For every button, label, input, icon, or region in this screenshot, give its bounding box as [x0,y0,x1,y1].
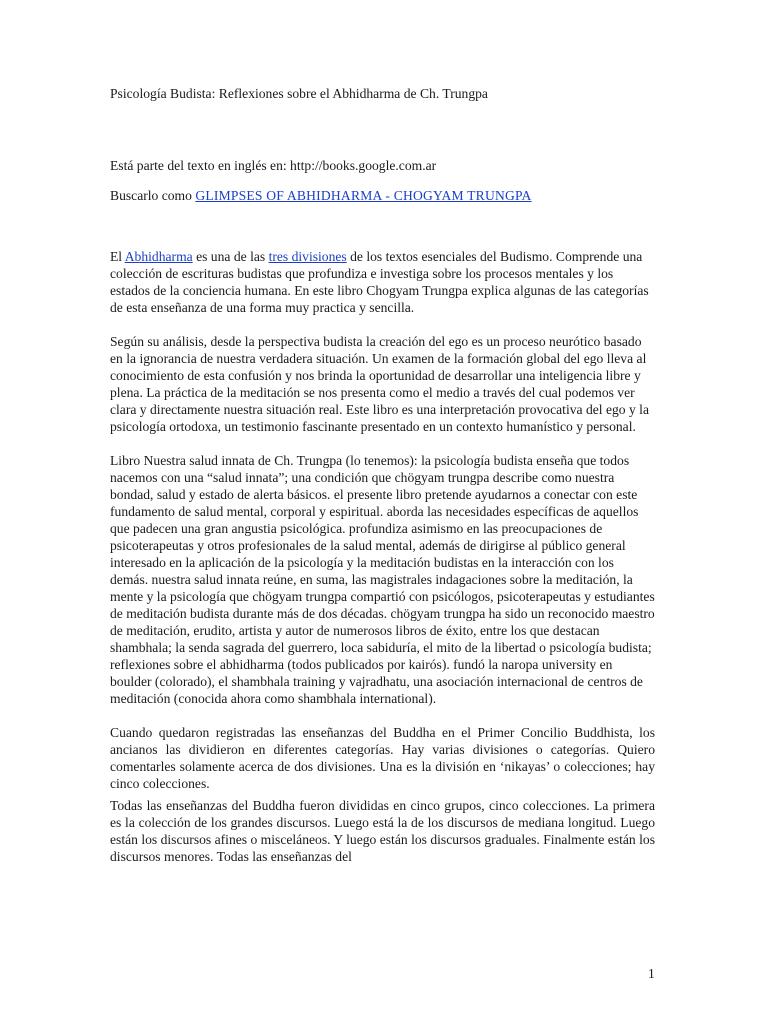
p1-pre: El [110,249,125,264]
document-page [110,80,655,865]
paragraph-ego-analysis: Según su análisis, desde la perspectiva budista la creación del ego es un proceso neurótico basado en la ignorancia de nuestra verdadera situación. Un examen de la formación global del ego lleva al conocimiento de esta confusión y nos brinda la oportunidad de desarrollar una inteligencia libre y plena. La práctica de la meditación se nos presenta como el medio a través del cual podemos ver clara y directamente nuestra situación real. Este libro es una interpretación provocativa del ego y la psicología ortodoxa, un testimonio fascinante presentado en un contexto humanístico y personal. [110,334,649,434]
p1-post: de los textos esenciales del Budismo. Comprende una colección de escrituras budistas que profundiza e investiga sobre los procesos mentales y los estados de la conciencia humana. En este libro Chogyam Trungpa explica algunas de las categorías de esta enseñanza de una forma muy practica y sencilla. [110,249,649,315]
tres-divisiones-link[interactable]: tres divisiones [268,249,347,264]
source-line: Está parte del texto en inglés en: http://books.google.com.ar [110,158,437,173]
paragraph-cinco-colecciones: Todas las enseñanzas del Buddha fueron divididas en cinco grupos, cinco colecciones. La primera es la colección de los grandes discursos. Luego está la de los discursos de mediana longitud. Luego están los discursos afines o misceláneos. Y luego están los discursos graduales. Finalmente están los discursos menores. Todas las enseñanzas del [110,798,655,864]
paragraph-concilio: Cuando quedaron registradas las enseñanzas del Buddha en el Primer Concilio Buddhista, los ancianos las dividieron en diferentes categorías. Hay varias divisiones o categorías. Quiero comentarles solamente acerca de dos divisiones. Una es la división en ‘nikayas’ o colecciones; hay cinco colecciones. [110,725,655,791]
search-line [110,187,655,204]
paragraph-salud-innata: Libro Nuestra salud innata de Ch. Trungpa (lo tenemos): la psicología budista enseña que todos nacemos con una “salud innata”; una condición que chögyam trungpa describe como nuestra bondad, salud y estado de alerta básicos. el presente libro pretende ayudarnos a conectar con este fundamento de salud mental, corporal y espiritual. aborda las necesidades específicas de aquellos que padecen una gran angustia psicológica. profundiza asimismo en las preocupaciones de psicoterapeutas y otros profesionales de la salud mental, además de dirigirse al público general interesado en la aplicación de la psicología y la meditación budistas en la interacción con los demás. nuestra salud innata reúne, en suma, las magistrales indagaciones sobre la meditación, la mente y la psicología que chögyam trungpa compartió con psicólogos, psicoterapeutas y estudiantes de meditación budista durante más de dos décadas. chögyam trungpa ha sido un reconocido maestro de meditación, erudito, artista y autor de numerosos libros de éxito, entre los que destacan shambhala; la senda sagrada del guerrero, loca sabiduría, el mito de la libertad o psicología budista; reflexiones sobre el abhidharma (todos publicados por kairós). fundó la naropa university en boulder (colorado), el shambhala training y vajradhatu, una asociación internacional de centros de meditación (conocida ahora como shambhala international). [110,453,655,706]
p1-mid: es una de las [192,249,269,264]
book-search-link[interactable]: GLIMPSES OF ABHIDHARMA - CHOGYAM TRUNGPA [195,188,532,203]
abhidharma-link[interactable]: Abhidharma [124,249,193,264]
paragraph-abhidharma-intro [110,248,655,316]
document-title: Psicología Budista: Reflexiones sobre el Abhidharma de Ch. Trungpa [110,86,488,101]
search-prefix: Buscarlo como [110,188,196,203]
page-number: 1 [648,966,655,981]
